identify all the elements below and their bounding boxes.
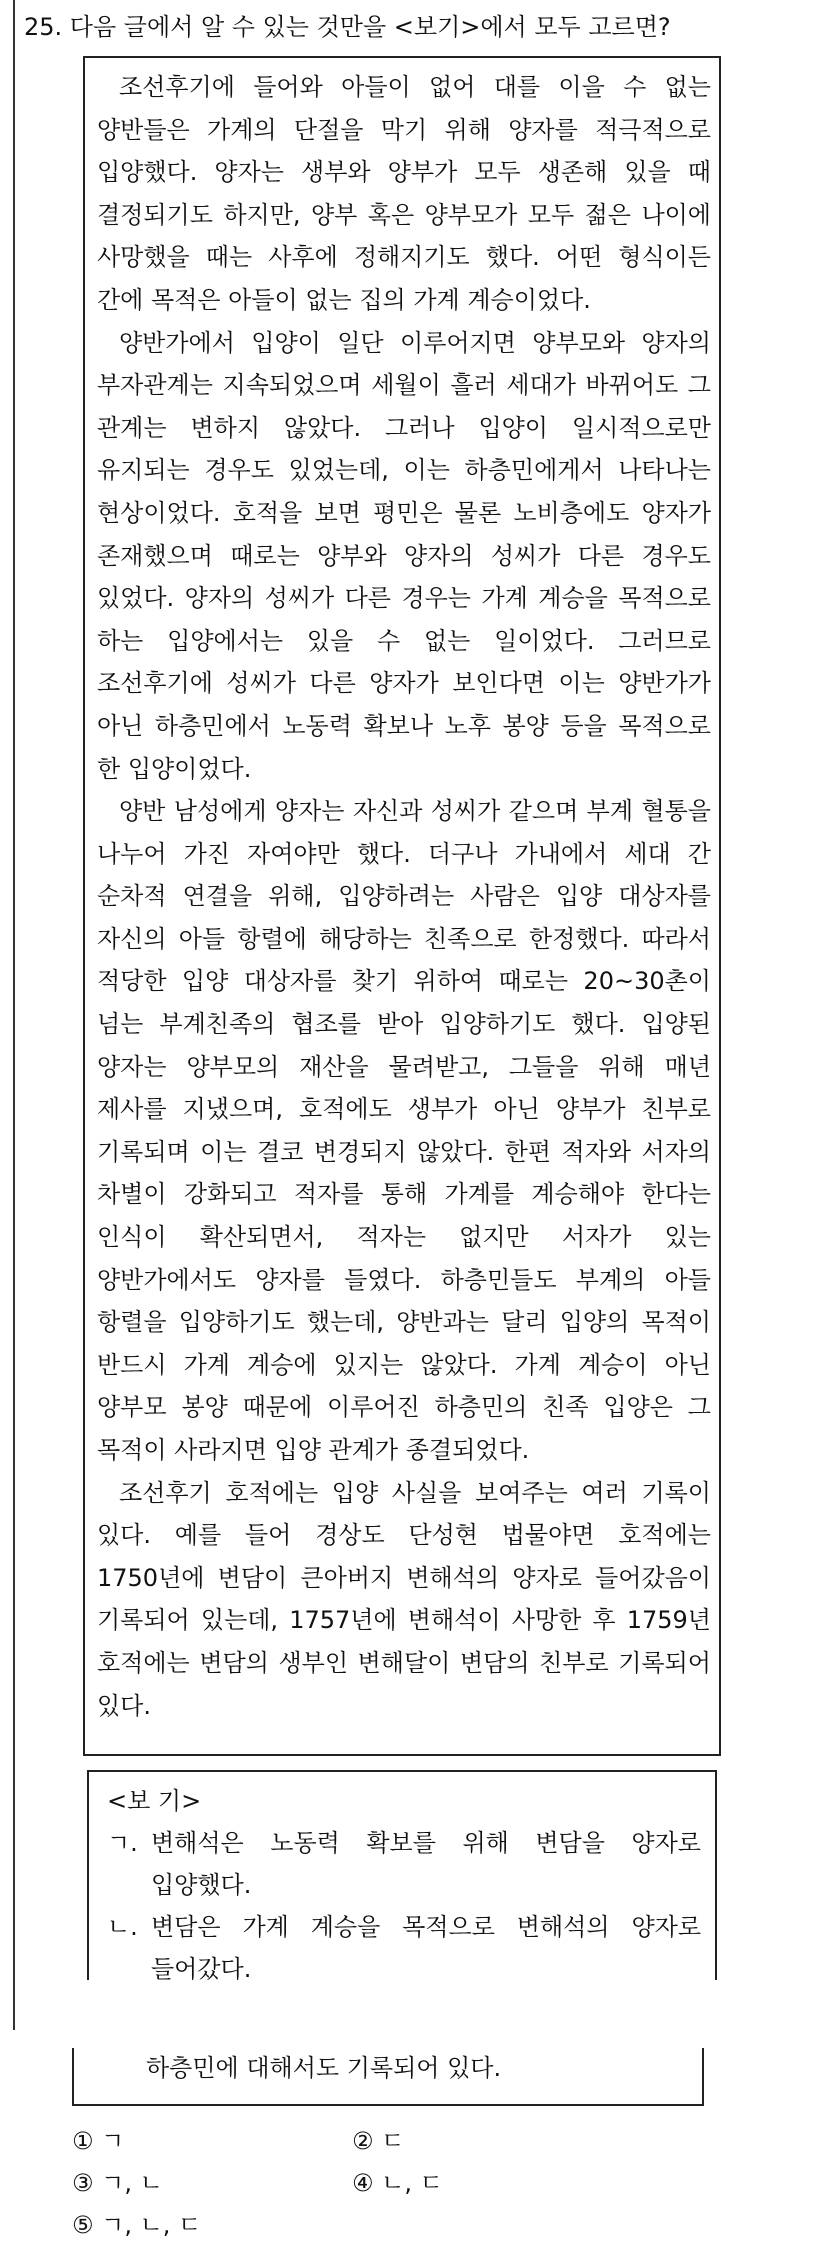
- passage-paragraph-3: 양반 남성에게 양자는 자신과 성씨가 같으며 부계 혈통을 나누어 가진 자여야만 했다. 더구나 가내에서 세대 간 순차적 연결을 위해, 입양하려는 사람은 입양 대상자를 자신의 아들 항렬에 해당하는 친족으로 한정했다. 따라서 적당한 입양 대상자를 찾기 위하여 때로는 20~30촌이 넘는 부계친족의 협조를 받아 입양하기도 했다. 입양된 양자는 양부모의 재산을 물려받고, 그들을 위해 매년 제사를 지냈으며, 호적에도 생부가 아닌 양부가 친부로 기록되며 이는 결코 변경되지 않았다. 한편 적자와 서자의 차별이 강화되고 적자를 통해 가계를 계승해야 한다는 인식이 확산되면서, 적자는 없지만 서자가 있는 양반가에서도 양자를 들였다. 하층민들도 부계의 아들 항렬을 입양하기도 했는데, 양반과는 달리 입양의 목적이 반드시 가계 계승에 있지는 않았다. 가계 계승이 아닌 양부모 봉양 때문에 이루어진 하층민의 친족 입양은 그 목적이 사라지면 입양 관계가 종결되었다.: [97, 797, 711, 1464]
- choice-3[interactable]: ③ ㄱ, ㄴ: [72, 2169, 163, 2197]
- choice-5[interactable]: ⑤ ㄱ, ㄴ, ㄷ: [72, 2211, 202, 2239]
- passage-paragraph-2: 양반가에서 입양이 일단 이루어지면 양부모와 양자의 부자관계는 지속되었으며 세월이 흘러 세대가 바뀌어도 그 관계는 변하지 않았다. 그러나 입양이 일시적으로만 유지되는 경우도 있었는데, 이는 하층민에게서 나타나는 현상이었다. 호적을 보면 평민은 물론 노비층에도 양자가 존재했으며 때로는 양부와 양자의 성씨가 다른 경우도 있었다. 양자의 성씨가 다른 경우는 가계 계승을 목적으로 하는 입양에서는 있을 수 없는 일이었다. 그러므로 조선후기에 성씨가 다른 양자가 보인다면 이는 양반가가 아닌 하층민에서 노동력 확보나 노후 봉양 등을 목적으로 한 입양이었다.: [97, 328, 711, 783]
- bogi-item-mark: ㄴ.: [107, 1913, 138, 1941]
- choice-row: [72, 2162, 692, 2204]
- bogi-item-mark: ㄱ.: [107, 1829, 138, 1857]
- passage-paragraph-4: 조선후기 호적에는 입양 사실을 보여주는 여러 기록이 있다. 예를 들어 경상도 단성현 법물야면 호적에는 1750년에 변담이 큰아버지 변해석의 양자로 들어갔음이 기록되어 있는데, 1757년에 변해석이 사망한 후 1759년 호적에는 변담의 생부인 변해달이 변담의 친부로 기록되어 있다.: [97, 1478, 711, 1720]
- answer-choices: [72, 2120, 692, 2246]
- bogi-item: [107, 1822, 701, 1906]
- choice-row: [72, 2120, 692, 2162]
- bogi-continuation-fragment: [72, 2048, 704, 2106]
- choice-1[interactable]: ① ㄱ: [72, 2127, 125, 2155]
- choice-2[interactable]: ② ㄷ: [352, 2127, 405, 2155]
- choice-4[interactable]: ④ ㄴ, ㄷ: [352, 2169, 443, 2197]
- bogi-item-text: 변담은 가계 계승을 목적으로 변해석의 양자로 들어갔다.: [151, 1913, 701, 1983]
- passage-box: [83, 56, 721, 1756]
- choice-row: [72, 2204, 692, 2246]
- bogi-title: <보 기>: [107, 1787, 202, 1815]
- bogi-item-text: 변해석은 노동력 확보를 위해 변담을 양자로 입양했다.: [151, 1829, 701, 1899]
- bogi-box: [87, 1770, 717, 1983]
- bogi-continuation-text: 하층민에 대해서도 기록되어 있다.: [146, 2054, 502, 2082]
- passage-paragraph-1: 조선후기에 들어와 아들이 없어 대를 이을 수 없는 양반들은 가계의 단절을 막기 위해 양자를 적극적으로 입양했다. 양자는 생부와 양부가 모두 생존해 있을 때 결정되기도 하지만, 양부 혹은 양부모가 모두 젊은 나이에 사망했을 때는 사후에 정해지기도 했다. 어떤 형식이든 간에 목적은 아들이 없는 집의 가계 계승이었다.: [97, 73, 711, 314]
- left-margin-rule: [13, 0, 15, 2030]
- question-title: 25. 다음 글에서 알 수 있는 것만을 <보기>에서 모두 고르면?: [24, 13, 671, 41]
- bogi-item: [107, 1906, 701, 1990]
